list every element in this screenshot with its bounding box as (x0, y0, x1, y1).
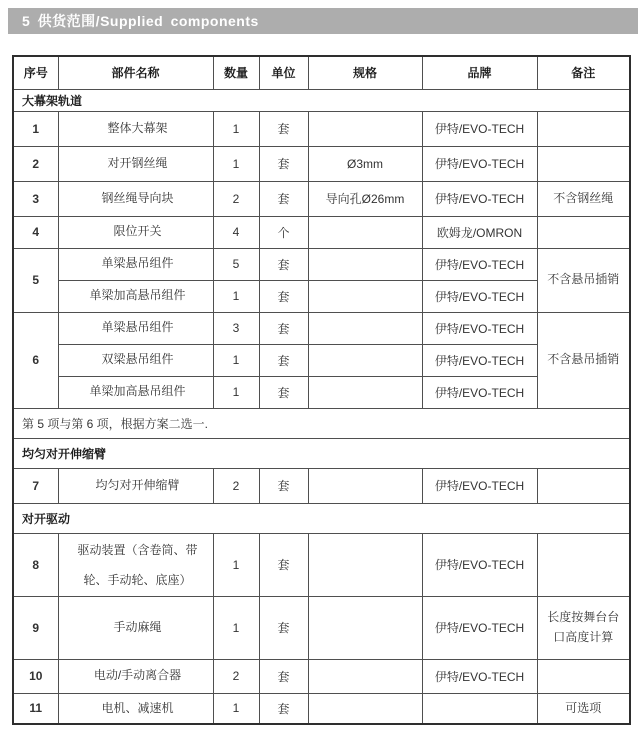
section-row-split-drive (13, 503, 630, 533)
cell-name: 驱动装置（含卷筒、带轮、手动轮、底座） (58, 533, 213, 596)
cell-brand: 伊特/EVO-TECH (422, 596, 537, 659)
cell-spec: Ø3mm (308, 146, 422, 181)
cell-name: 单梁加高悬吊组件 (58, 376, 213, 408)
section-label: 大幕架轨道 (13, 89, 630, 111)
section-title-bar (8, 8, 638, 34)
cell-spec (308, 280, 422, 312)
cell-unit: 套 (259, 693, 308, 724)
cell-remark (537, 468, 630, 503)
col-header-unit: 单位 (259, 56, 308, 89)
cell-no: 6 (13, 312, 58, 408)
cell-qty: 4 (213, 216, 259, 248)
section-row-telescopic-arm (13, 438, 630, 468)
cell-remark: 可选项 (537, 693, 630, 724)
table-row-group5 (13, 248, 630, 280)
cell-remark (537, 111, 630, 146)
cell-spec (308, 468, 422, 503)
cell-brand: 伊特/EVO-TECH (422, 659, 537, 693)
cell-spec (308, 376, 422, 408)
col-header-remark: 备注 (537, 56, 630, 89)
table-header-row (13, 56, 630, 89)
cell-brand: 伊特/EVO-TECH (422, 280, 537, 312)
cell-spec (308, 248, 422, 280)
cell-spec (308, 312, 422, 344)
cell-qty: 1 (213, 146, 259, 181)
cell-no: 1 (13, 111, 58, 146)
cell-remark (537, 659, 630, 693)
cell-brand: 伊特/EVO-TECH (422, 312, 537, 344)
cell-qty: 1 (213, 111, 259, 146)
table-row (13, 468, 630, 503)
cell-unit: 套 (259, 111, 308, 146)
cell-unit: 套 (259, 280, 308, 312)
cell-spec: 导向孔Ø26mm (308, 181, 422, 216)
section-label: 均匀对开伸缩臂 (13, 438, 630, 468)
cell-name: 单梁悬吊组件 (58, 248, 213, 280)
col-header-name: 部件名称 (58, 56, 213, 89)
cell-name: 双梁悬吊组件 (58, 344, 213, 376)
cell-remark (537, 146, 630, 181)
cell-no: 9 (13, 596, 58, 659)
cell-qty: 3 (213, 312, 259, 344)
cell-name: 单梁加高悬吊组件 (58, 280, 213, 312)
table-row (13, 146, 630, 181)
cell-no: 7 (13, 468, 58, 503)
cell-remark: 不含悬吊插销 (537, 312, 630, 408)
cell-brand: 伊特/EVO-TECH (422, 111, 537, 146)
cell-qty: 1 (213, 596, 259, 659)
note-text: 第 5 项与第 6 项，根据方案二选一. (13, 408, 630, 438)
document-page (0, 8, 640, 732)
cell-qty: 2 (213, 468, 259, 503)
cell-remark: 不含钢丝绳 (537, 181, 630, 216)
cell-name: 整体大幕架 (58, 111, 213, 146)
cell-qty: 1 (213, 280, 259, 312)
note-row (13, 408, 630, 438)
cell-spec (308, 111, 422, 146)
section-row-curtain-track (13, 89, 630, 111)
table-row-group6 (13, 312, 630, 344)
cell-brand (422, 693, 537, 724)
table-row (13, 111, 630, 146)
table-row (13, 659, 630, 693)
cell-remark: 不含悬吊插销 (537, 248, 630, 312)
cell-name: 电动/手动离合器 (58, 659, 213, 693)
cell-spec (308, 216, 422, 248)
cell-remark (537, 216, 630, 248)
cell-name: 对开钢丝绳 (58, 146, 213, 181)
components-table (12, 55, 631, 725)
table-row (13, 596, 630, 659)
cell-brand: 伊特/EVO-TECH (422, 181, 537, 216)
cell-unit: 个 (259, 216, 308, 248)
cell-unit: 套 (259, 181, 308, 216)
cell-name: 单梁悬吊组件 (58, 312, 213, 344)
cell-spec (308, 693, 422, 724)
cell-unit: 套 (259, 468, 308, 503)
cell-brand: 伊特/EVO-TECH (422, 376, 537, 408)
cell-spec (308, 659, 422, 693)
col-header-qty: 数量 (213, 56, 259, 89)
cell-brand: 伊特/EVO-TECH (422, 146, 537, 181)
cell-spec (308, 533, 422, 596)
table-row (13, 216, 630, 248)
cell-spec (308, 344, 422, 376)
col-header-no: 序号 (13, 56, 58, 89)
cell-qty: 2 (213, 181, 259, 216)
cell-brand: 欧姆龙/OMRON (422, 216, 537, 248)
cell-name: 电机、减速机 (58, 693, 213, 724)
cell-qty: 5 (213, 248, 259, 280)
cell-no: 11 (13, 693, 58, 724)
col-header-brand: 品牌 (422, 56, 537, 89)
cell-spec (308, 596, 422, 659)
col-header-spec: 规格 (308, 56, 422, 89)
cell-no: 2 (13, 146, 58, 181)
cell-name: 手动麻绳 (58, 596, 213, 659)
cell-qty: 1 (213, 376, 259, 408)
cell-unit: 套 (259, 376, 308, 408)
cell-brand: 伊特/EVO-TECH (422, 468, 537, 503)
cell-unit: 套 (259, 533, 308, 596)
cell-remark (537, 533, 630, 596)
cell-unit: 套 (259, 344, 308, 376)
cell-unit: 套 (259, 312, 308, 344)
cell-brand: 伊特/EVO-TECH (422, 533, 537, 596)
cell-name: 均匀对开伸缩臂 (58, 468, 213, 503)
cell-no: 4 (13, 216, 58, 248)
cell-no: 10 (13, 659, 58, 693)
cell-no: 5 (13, 248, 58, 312)
table-row (13, 181, 630, 216)
cell-qty: 1 (213, 693, 259, 724)
cell-unit: 套 (259, 146, 308, 181)
section-title: 5 供货范围/Supplied components (22, 13, 259, 29)
table-row (13, 533, 630, 596)
table-row (13, 693, 630, 724)
cell-unit: 套 (259, 596, 308, 659)
cell-qty: 1 (213, 344, 259, 376)
cell-no: 3 (13, 181, 58, 216)
cell-brand: 伊特/EVO-TECH (422, 344, 537, 376)
cell-unit: 套 (259, 248, 308, 280)
cell-no: 8 (13, 533, 58, 596)
cell-unit: 套 (259, 659, 308, 693)
cell-name: 钢丝绳导向块 (58, 181, 213, 216)
cell-qty: 2 (213, 659, 259, 693)
cell-name: 限位开关 (58, 216, 213, 248)
cell-remark: 长度按舞台台口高度计算 (537, 596, 630, 659)
cell-brand: 伊特/EVO-TECH (422, 248, 537, 280)
cell-qty: 1 (213, 533, 259, 596)
section-label: 对开驱动 (13, 503, 630, 533)
